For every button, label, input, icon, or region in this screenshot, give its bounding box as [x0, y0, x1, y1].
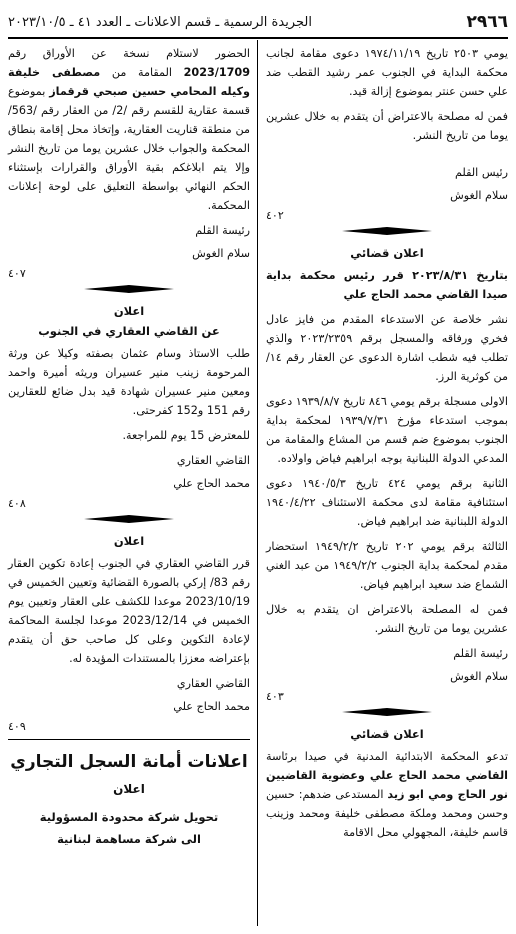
notice-number: ٤٠٩ — [8, 720, 26, 733]
case-number: 2023/1709 — [183, 66, 251, 79]
notice-text: الاولى مسجلة برقم يومي ٨٤٦ تاريخ ١٩٣٩/٨/٧ دعوى بموجب استدعاء مؤرخ ١٩٣٩/٧/٣١ لمحكمة بداية الجنوب بموضوع ضم قسم من المشاع والمقامة من المدعي الدولة اللبنانية بوجه ابراهيم فياض واولاده. — [266, 395, 508, 465]
signature-name: سلام الغوش — [450, 189, 508, 202]
notice-text: الثالثة برقم يومي ٢٠٢ تاريخ ١٩٤٩/٢/٢ استحضار مقدم لمحكمة بداية الجنوب ١٩٤٩/٢/٢ من عبد الغني الشماع ضد سعيد ابراهيم فياض. — [266, 540, 509, 591]
judges-names: القاضي محمد الحاج علي وعضوية القاضيين نور الحاج ومي ابو زيد — [266, 769, 508, 801]
ornament-divider — [8, 514, 250, 528]
notice-text: قرر القاضي العقاري في الجنوب إعادة تكوين العقار رقم 83/ إركي بالصورة القضائية وتعيين الخميس في 2023/10/19 موعدا للكشف على العقار وتعيين يوم الخميس في 2023/12/14 موعدا لجلسة المحاكمة لإعادة التكوين وعلى كل صاحب حق أن يتقدم بإعتراضه معززا بالمستندات المؤيدة له. — [8, 557, 250, 665]
left-column — [8, 44, 250, 850]
right-column — [266, 44, 508, 848]
column-divider — [257, 40, 258, 926]
notice-lead: بتاريخ ٢٠٢٣/٨/٣١ قرر رئيس محكمة بداية صيدا القاضي محمد الحاج علي — [266, 269, 508, 301]
page-number: ٢٩٦٦ — [466, 12, 508, 32]
signature-name: محمد الحاج علي — [173, 700, 250, 713]
notice-text: للمعترض 15 يوم للمراجعة. — [122, 429, 250, 442]
header-rule — [8, 37, 508, 39]
section-title: اعلانات أمانة السجل التجاري — [10, 752, 248, 772]
notice-heading: اعلان — [113, 304, 145, 318]
signature-title: القاضي العقاري — [176, 454, 250, 467]
notice-number: ٤٠٧ — [8, 267, 26, 280]
notice-title-line: الى شركة مساهمة لبنانية — [57, 832, 201, 846]
notice-text: يومي ٢٥٠٣ تاريخ ١٩٧٤/١١/١٩ دعوى مقامة لجانب محكمة البداية في الجنوب عمر رشيد القطب ضد علي حسن عنتر بموضوع إزالة قيد. — [266, 47, 508, 98]
notice-number: ٤٠٢ — [266, 209, 284, 222]
ornament-divider — [266, 707, 508, 721]
gazette-title: الجريدة الرسمية ـ قسم الاعلانات ـ العدد ٤١ ـ ٢٠٢٣/١٠/٥ — [8, 14, 312, 30]
notice-title-line: تحويل شركة محدودة المسؤولية — [39, 810, 219, 824]
signature-name: محمد الحاج علي — [173, 477, 250, 490]
notice-number: ٤٠٨ — [8, 497, 26, 510]
notice-text-part: المقامة من — [111, 66, 173, 79]
notice-text: فمن له المصلحة بالاعتراض ان يتقدم به خلال عشرين يوما من تاريخ النشر. — [266, 603, 508, 635]
notice-text: الثانية برقم يومي ٤٢٤ تاريخ ١٩٤٠/٥/٣ دعوى استئنافية مقامة لدى محكمة الاستئناف ١٩٤٠/٤/٢٢ الدولة اللبنانية ضد ابراهيم فياض. — [266, 477, 509, 528]
notice-text: طلب الاستاذ وسام عثمان بصفته وكيلا عن ورثة المرحومة زينب منير عسيران وريثه أميرة واحمد ومعين منير عسيران شهادة قيد بدل ضائع للعقارين رقم 151 و152 كفرحتى. — [8, 347, 250, 417]
signature-name: سلام الغوش — [450, 670, 508, 683]
ornament-divider — [8, 284, 250, 298]
signature-name: سلام الغوش — [192, 247, 250, 260]
notice-text — [266, 747, 508, 842]
notice-text-part: الحضور لاستلام نسخة عن الأوراق رقم — [8, 47, 250, 60]
notice-subheading: عن القاضي العقاري في الجنوب — [38, 324, 220, 338]
party-names: مصطفى خليفة وكيله المحامي حسين صبحي قرقماز — [8, 66, 250, 98]
notice-heading: اعلان قضائي — [350, 246, 424, 260]
signature-title: رئيسة القلم — [195, 224, 250, 237]
notice-heading: اعلان — [113, 534, 145, 548]
section-rule — [8, 739, 250, 740]
notice-text — [8, 44, 250, 215]
notice-text-part: بموضوع قسمة عقارية للقسم رقم /2/ من العقار رقم /563/ من منطقة قناريت العقارية، وإتخاذ محل إقامة بنطاق المحكمة والجواب خلال عشرين يوما من تاريخ النشر وإلا يتم ابلاغكم بقية الأوراق والقرارات بإستثناء الحكم النهائي بواسطة التعليق على لوحة إعلانات المحكمة. — [8, 85, 250, 212]
signature-title: القاضي العقاري — [176, 677, 250, 690]
notice-text: نشر خلاصة عن الاستدعاء المقدم من فايز عادل فخري ورفاقه والمسجل برقم ٢٠٢٣/٢٣٥٩ والذي تطلب فيه شطب اشارة الدعوى عن العقار رقم ١٤/ من كوثرية الرز. — [266, 313, 508, 383]
notice-heading: اعلان — [113, 782, 145, 796]
notice-number: ٤٠٣ — [266, 690, 284, 703]
signature-title: رئيس القلم — [454, 166, 508, 179]
ornament-divider — [266, 226, 508, 240]
notice-heading: اعلان قضائي — [350, 727, 424, 741]
page-header — [8, 10, 508, 34]
notice-text-part: المستدعى ضدهم: حسين وحسن ومحمد وملكة مصطفى خليفة ومحمد وزينب قاسم خليفة، المجهولي محل الاقامة — [266, 788, 508, 839]
notice-text: فمن له مصلحة بالاعتراض أن يتقدم به خلال عشرين يوما من تاريخ النشر. — [266, 110, 508, 142]
notice-text-part: تدعو المحكمة الابتدائية المدنية في صيدا برئاسة — [266, 750, 508, 763]
signature-title: رئيسة القلم — [453, 647, 508, 660]
